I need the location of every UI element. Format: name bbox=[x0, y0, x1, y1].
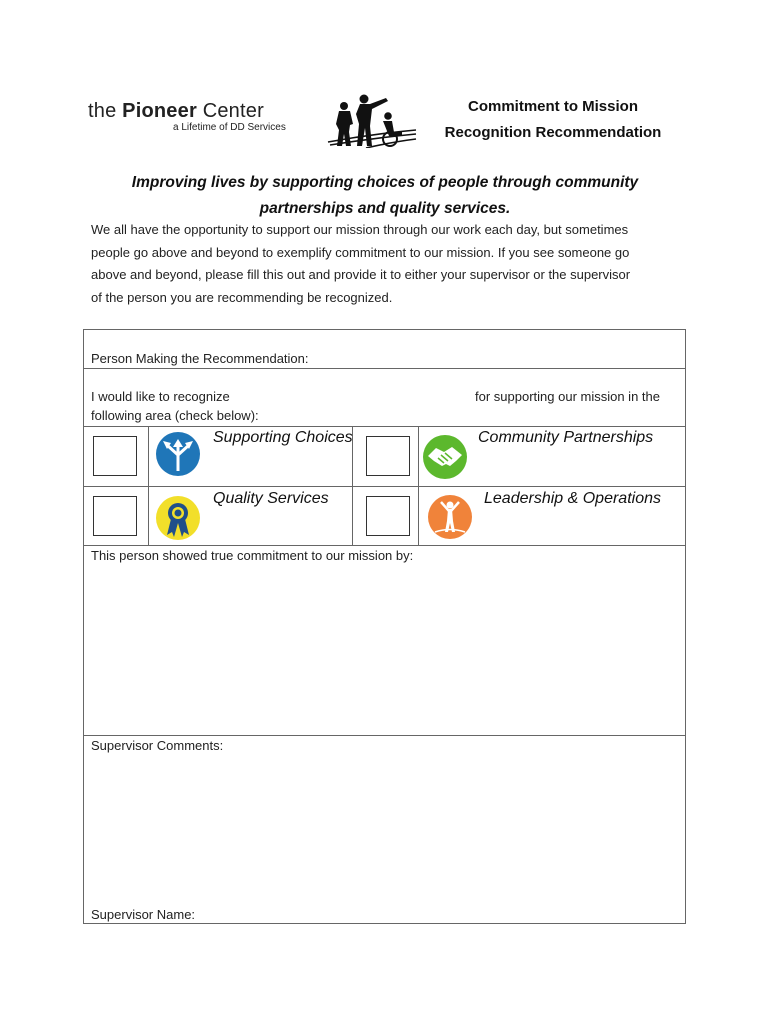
mission-line-2: partnerships and quality services. bbox=[259, 200, 511, 217]
supporting-choices-checkbox[interactable] bbox=[93, 436, 137, 476]
leader-icon bbox=[427, 494, 473, 540]
title-line-2: Recognition Recommendation bbox=[444, 124, 662, 141]
person-making-recommendation-field[interactable]: Person Making the Recommendation: bbox=[91, 351, 309, 366]
commitment-description-field[interactable]: This person showed true commitment to our mission by: bbox=[91, 548, 414, 563]
leadership-operations-checkbox[interactable] bbox=[366, 496, 410, 536]
people-silhouette-icon bbox=[326, 92, 418, 148]
row-divider bbox=[84, 545, 685, 546]
recognize-suffix: for supporting our mission in the bbox=[475, 389, 660, 404]
supporting-choices-label: Supporting Choices bbox=[213, 429, 353, 446]
intro-line-1: We all have the opportunity to support our mission through our work each day, but sometimes bbox=[91, 222, 629, 237]
mission-statement bbox=[80, 170, 690, 222]
intro-line-3: above and beyond, please fill this out and provide it to either your supervisor or the supervisor bbox=[91, 267, 631, 282]
logo-name-prefix: the bbox=[88, 100, 123, 122]
community-partnerships-checkbox[interactable] bbox=[366, 436, 410, 476]
supervisor-comments-field[interactable]: Supervisor Comments: bbox=[91, 738, 224, 753]
ribbon-icon bbox=[155, 495, 201, 541]
title-line-1: Commitment to Mission bbox=[467, 98, 638, 115]
arrows-icon bbox=[155, 431, 201, 477]
intro-line-4: of the person you are recommending be recognized. bbox=[91, 289, 393, 305]
intro-paragraph bbox=[91, 219, 691, 309]
logo-name-suffix: Center bbox=[196, 100, 264, 122]
handshake-icon bbox=[422, 434, 468, 480]
logo-name-bold: Pioneer bbox=[122, 100, 197, 122]
row-divider bbox=[84, 426, 685, 427]
quality-services-label: Quality Services bbox=[213, 490, 329, 507]
mission-line-1: Improving lives by supporting choices of people through community bbox=[131, 174, 639, 191]
row-divider bbox=[84, 368, 685, 369]
column-divider bbox=[148, 426, 149, 545]
leadership-operations-label: Leadership & Operations bbox=[484, 490, 661, 507]
row-divider bbox=[84, 486, 685, 487]
supervisor-name-field[interactable]: Supervisor Name: bbox=[91, 907, 196, 922]
recommendation-form bbox=[83, 329, 686, 924]
logo-name bbox=[88, 100, 264, 123]
recognize-label-line-2: following area (check below): bbox=[91, 408, 259, 423]
row-divider bbox=[84, 735, 685, 736]
logo-tagline: a Lifetime of DD Services bbox=[173, 122, 286, 133]
community-partnerships-label: Community Partnerships bbox=[478, 429, 654, 446]
organization-logo bbox=[88, 92, 418, 150]
quality-services-checkbox[interactable] bbox=[93, 496, 137, 536]
document-title bbox=[420, 94, 686, 146]
intro-line-2: people go above and beyond to exemplify commitment to our mission. If you see someone go bbox=[91, 244, 630, 260]
recognize-label-line-1: I would like to recognize bbox=[91, 389, 230, 404]
column-divider bbox=[418, 426, 419, 545]
